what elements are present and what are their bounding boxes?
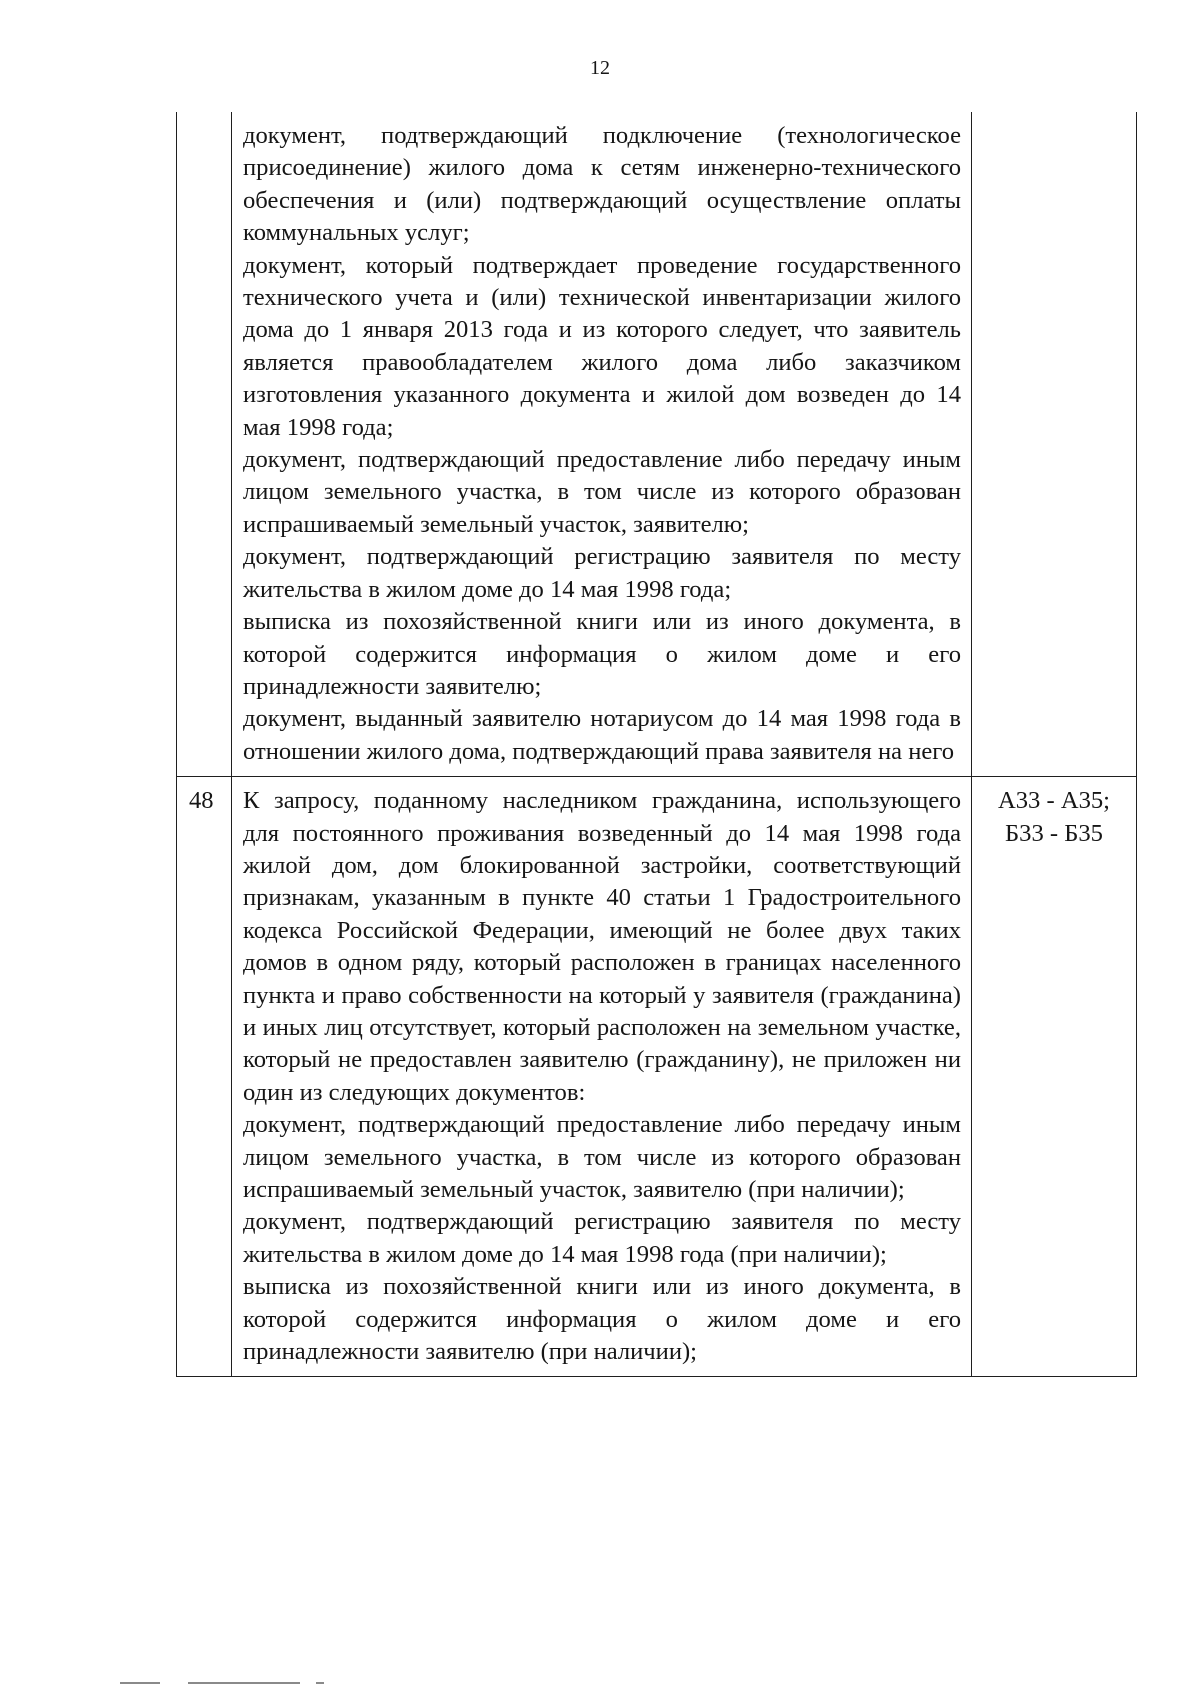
paragraph: документ, подтверждающий предоставление либо передачу иным лицом земельного участка, в том числе из которого образован испрашиваемый земельный участок, заявителю; [243,446,961,538]
paragraph: документ, выданный заявителю нотариусом до 14 мая 1998 года в отношении жилого дома, подтверждающий права заявителя на него [243,705,961,765]
row-number: 48 [189,787,214,815]
paragraph: документ, подтверждающий регистрацию заявителя по месту жительства в жилом доме до 14 мая 1998 года; [243,543,961,603]
table-row-48 [177,777,1137,1377]
row-text-cell [232,777,972,1377]
row-number-cell [177,777,232,1377]
paragraph: документ, подтверждающий регистрацию заявителя по месту жительства в жилом доме до 14 мая 1998 года (при наличии); [243,1208,961,1268]
row-ref-cell [972,777,1137,1377]
reference-code: А33 - А35; [997,787,1111,815]
paragraph: документ, который подтверждает проведение государственного технического учета и (или) технической инвентаризации жилого дома до 1 января 2013 года и из которого следует, что заявитель является правообладателем жилого дома либо заказчиком изготовления указанного документа и жилой дом возведен до 14 мая 1998 года; [243,251,961,441]
row-text-cell [232,112,972,777]
reference-code: Б33 - Б35 [1005,819,1103,847]
scan-artifact-line [316,1682,324,1684]
requirements-table [176,112,1137,1377]
paragraph: документ, подтверждающий предоставление либо передачу иным лицом земельного участка, в том числе из которого образован испрашиваемый земельный участок, заявителю (при наличии); [243,1111,961,1203]
paragraph: документ, подтверждающий подключение (технологическое присоединение) жилого дома к сетям инженерно-технического обеспечения и (или) подтверждающий осуществление оплаты коммунальных услуг; [243,122,961,247]
row-number [177,112,231,120]
paragraph: выписка из похозяйственной книги или из иного документа, в которой содержится информация о жилом доме и его принадлежности заявителю (при наличии); [243,1273,961,1366]
row-number-cell [177,112,232,777]
page-number: 12 [590,57,610,79]
row-ref-cell [972,112,1137,777]
paragraph: выписка из похозяйственной книги или из иного документа, в которой содержится информация о жилом доме и его принадлежности заявителю; [243,608,961,700]
scan-artifact-line [188,1682,300,1684]
paragraph: К запросу, поданному наследником гражданина, использующего для постоянного проживания возведенный до 14 мая 1998 года жилой дом, дом блокированной застройки, соответствующий признакам, указанным в пункте 40 статьи 1 Градостроительного кодекса Российской Федерации, имеющий не более двух таких домов в одном ряду, который расположен в границах населенного пункта и право собственности на который у заявителя (гражданина) и иных лиц отсутствует, который расположен на земельном участке, который не предоставлен заявителю (гражданину), не приложен ни один из следующих документов: [243,787,961,1106]
table-row-continued [177,112,1137,777]
scan-artifact-line [120,1682,160,1684]
